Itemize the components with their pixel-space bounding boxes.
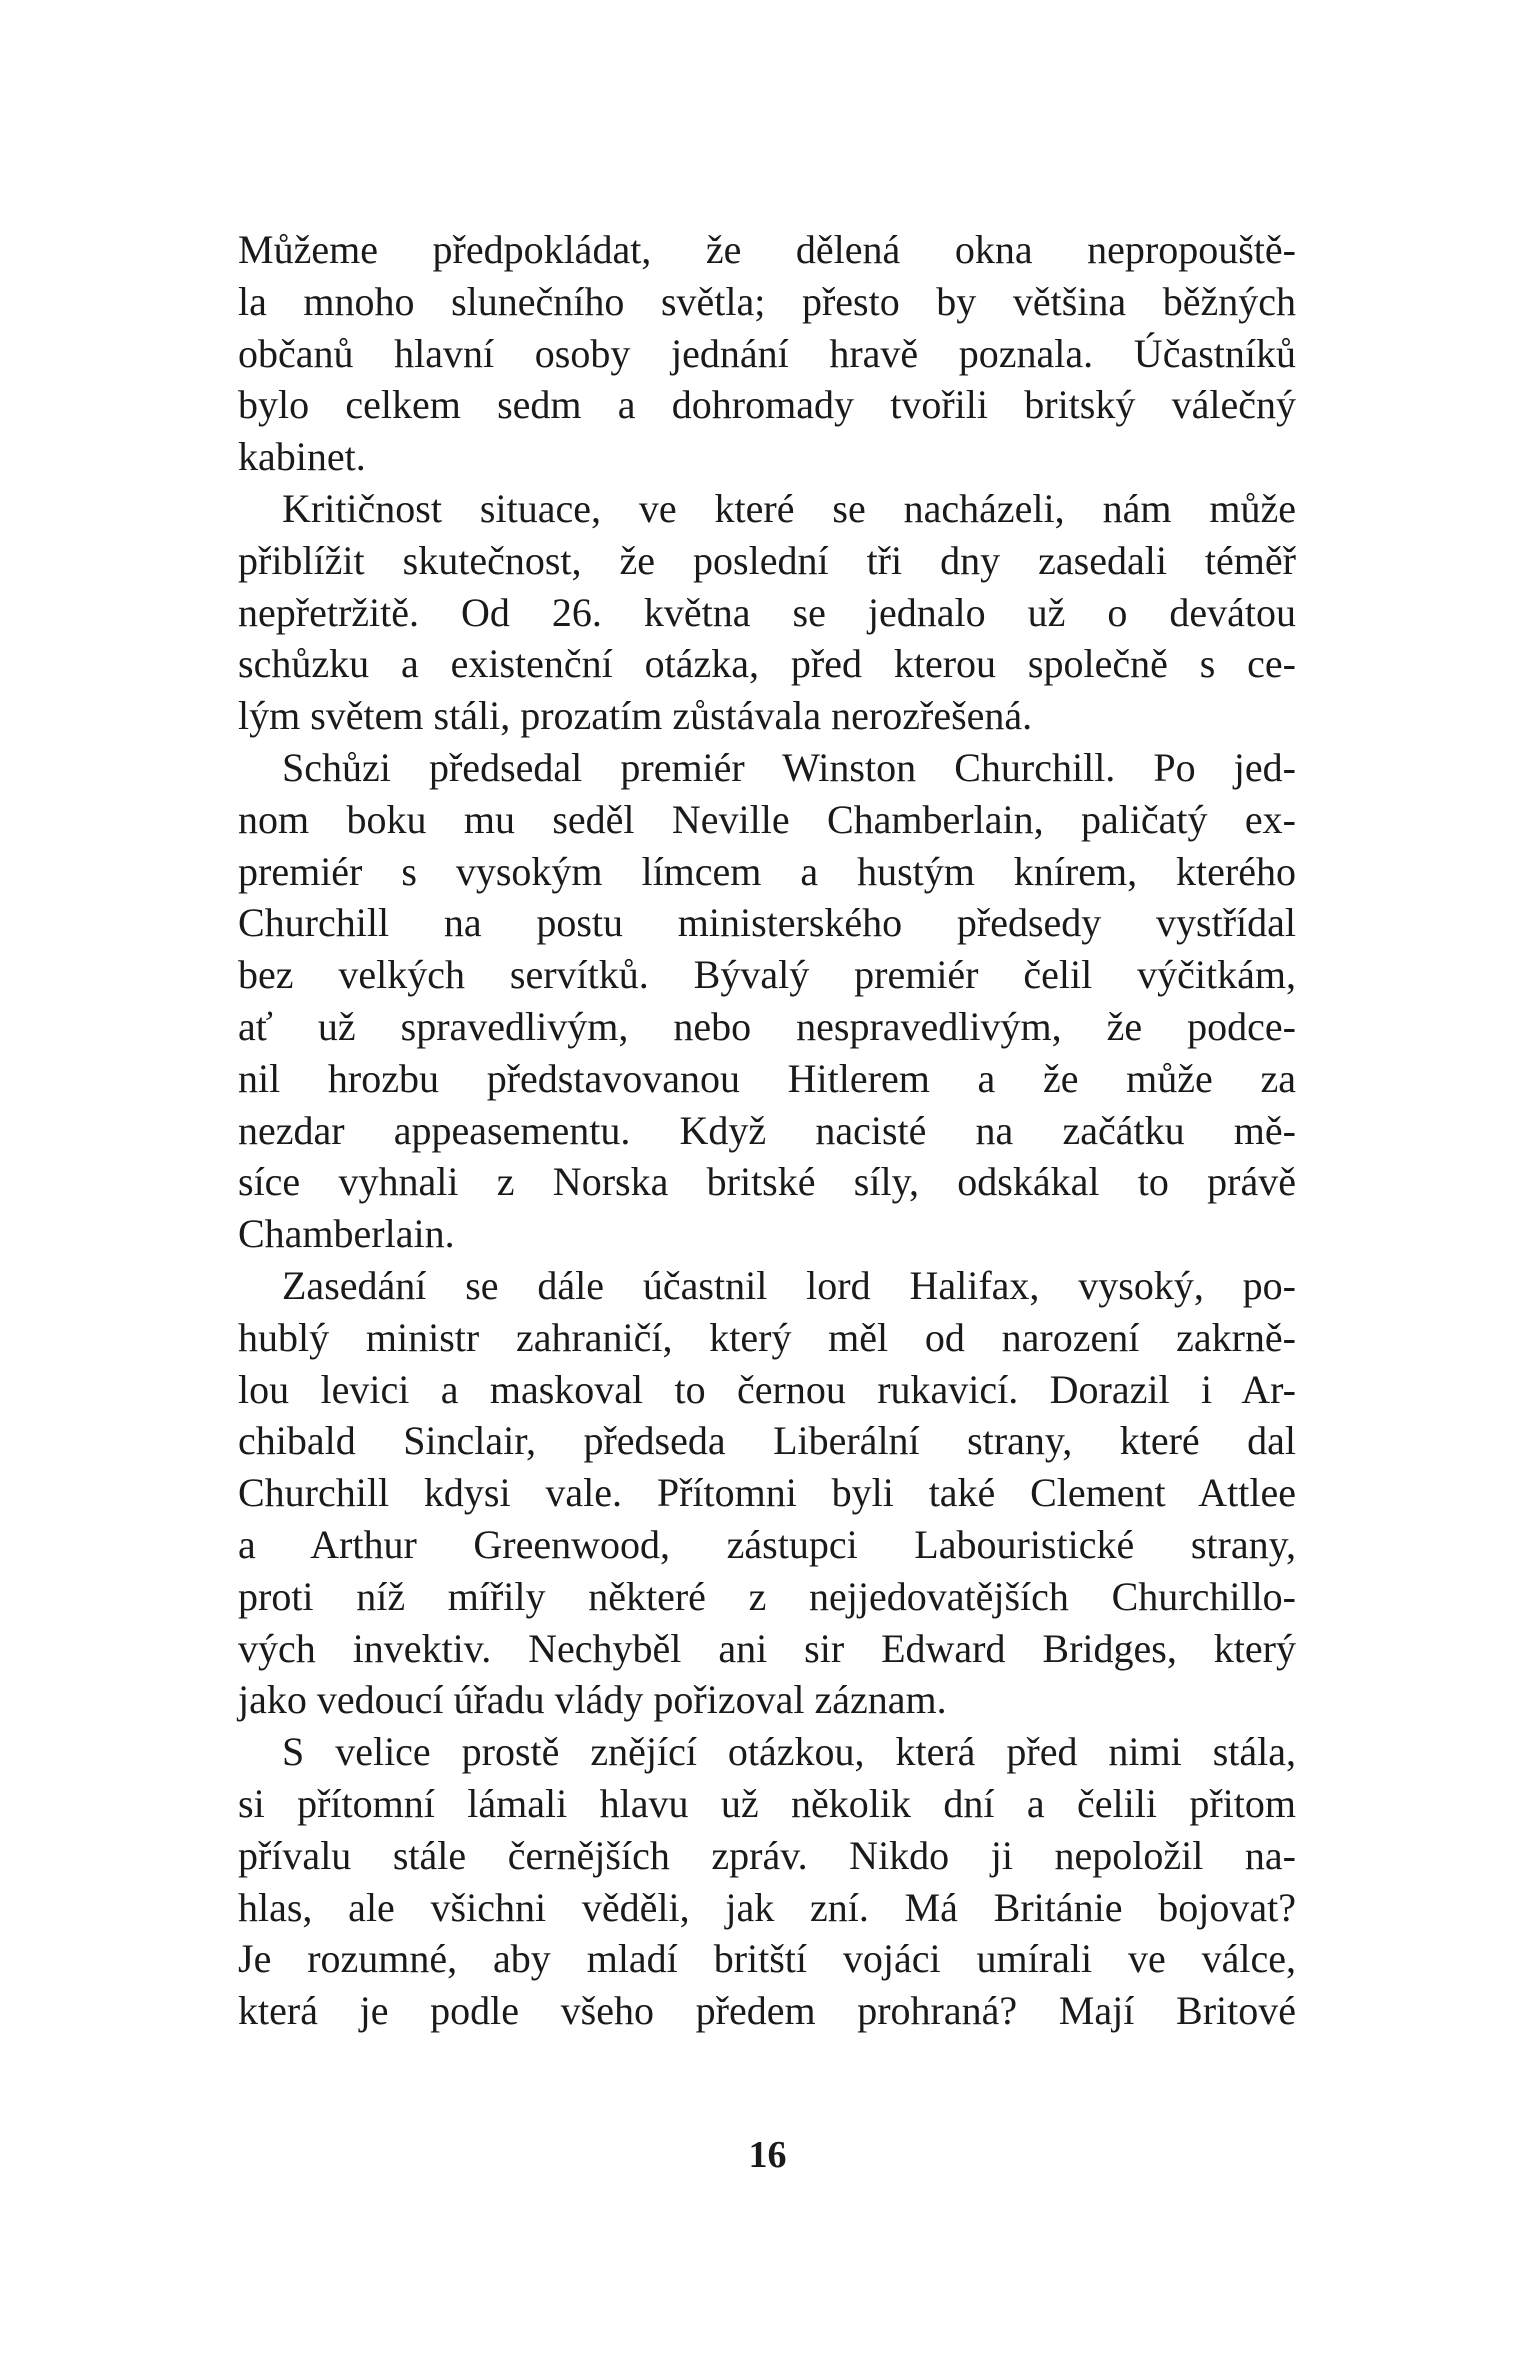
text-line: lou levici a maskoval to černou rukavicí. Dorazil i Ar-	[238, 1366, 1296, 1412]
page-number: 16	[748, 2134, 787, 2176]
text-line: jako vedoucí úřadu vlády pořizoval záznam.	[238, 1677, 947, 1723]
text-line: hublý ministr zahraničí, který měl od narození zakrně-	[238, 1314, 1296, 1360]
text-line: S velice prostě znějící otázkou, která před nimi stála,	[282, 1729, 1296, 1775]
text-line: Churchill kdysi vale. Přítomni byli také Clement Attlee	[238, 1470, 1296, 1516]
text-line: Churchill na postu ministerského předsedy vystřídal	[238, 900, 1296, 946]
text-line: Kritičnost situace, ve které se nacházeli, nám může	[282, 485, 1296, 531]
text-line: přívalu stále černějších zpráv. Nikdo ji nepoložil na-	[238, 1832, 1296, 1878]
text-line: vých invektiv. Nechyběl ani sir Edward Bridges, který	[238, 1625, 1296, 1671]
text-line: chibald Sinclair, předseda Liberální strany, které dal	[238, 1418, 1296, 1464]
text-line: síce vyhnali z Norska britské síly, odskákal to právě	[238, 1159, 1296, 1205]
paragraph	[238, 1726, 1296, 2037]
text-line: premiér s vysokým límcem a hustým knírem, kterého	[238, 848, 1296, 894]
text-line: Můžeme předpokládat, že dělená okna nepropouště-	[238, 227, 1296, 272]
text-line: nezdar appeasementu. Když nacisté na začátku mě-	[238, 1107, 1296, 1153]
text-line: ať už spravedlivým, nebo nespravedlivým, že podce-	[238, 1003, 1296, 1049]
text-line: bez velkých servítků. Bývalý premiér čelil výčitkám,	[238, 952, 1296, 998]
text-line: bylo celkem sedm a dohromady tvořili britský válečný	[238, 382, 1296, 428]
text-line: Je rozumné, aby mladí britští vojáci umírali ve válce,	[238, 1936, 1296, 1982]
text-line: Chamberlain.	[238, 1211, 455, 1257]
text-line: la mnoho slunečního světla; přesto by většina běžných	[238, 278, 1296, 324]
text-line: přiblížit skutečnost, že poslední tři dny zasedali téměř	[238, 537, 1296, 583]
text-line: nom boku mu seděl Neville Chamberlain, paličatý ex-	[238, 796, 1296, 842]
paragraph	[238, 483, 1296, 742]
text-line: proti níž mířily některé z nejjedovatějších Churchillo-	[238, 1573, 1296, 1619]
paragraph	[238, 1260, 1296, 1726]
text-line: si přítomní lámali hlavu už několik dní a čelili přitom	[238, 1780, 1296, 1826]
text-line: kabinet.	[238, 434, 366, 480]
text-line: schůzku a existenční otázka, před kterou společně s ce-	[238, 641, 1296, 687]
body-text	[238, 224, 1296, 2037]
text-line: Schůzi předsedal premiér Winston Churchill. Po jed-	[282, 744, 1296, 790]
text-line: nil hrozbu představovanou Hitlerem a že může za	[238, 1055, 1296, 1101]
text-line: hlas, ale všichni věděli, jak zní. Má Británie bojovat?	[238, 1884, 1296, 1930]
paragraph	[238, 224, 1296, 483]
text-line: nepřetržitě. Od 26. května se jednalo už o devátou	[238, 589, 1296, 635]
text-line: která je podle všeho předem prohraná? Mají Britové	[238, 1988, 1296, 2034]
text-line: Zasedání se dále účastnil lord Halifax, vysoký, po-	[282, 1262, 1296, 1308]
text-line: lým světem stáli, prozatím zůstávala nerozřešená.	[238, 693, 1033, 739]
paragraph	[238, 742, 1296, 1260]
text-line: občanů hlavní osoby jednání hravě poznala. Účastníků	[238, 330, 1296, 376]
text-line: a Arthur Greenwood, zástupci Labouristické strany,	[238, 1521, 1296, 1567]
